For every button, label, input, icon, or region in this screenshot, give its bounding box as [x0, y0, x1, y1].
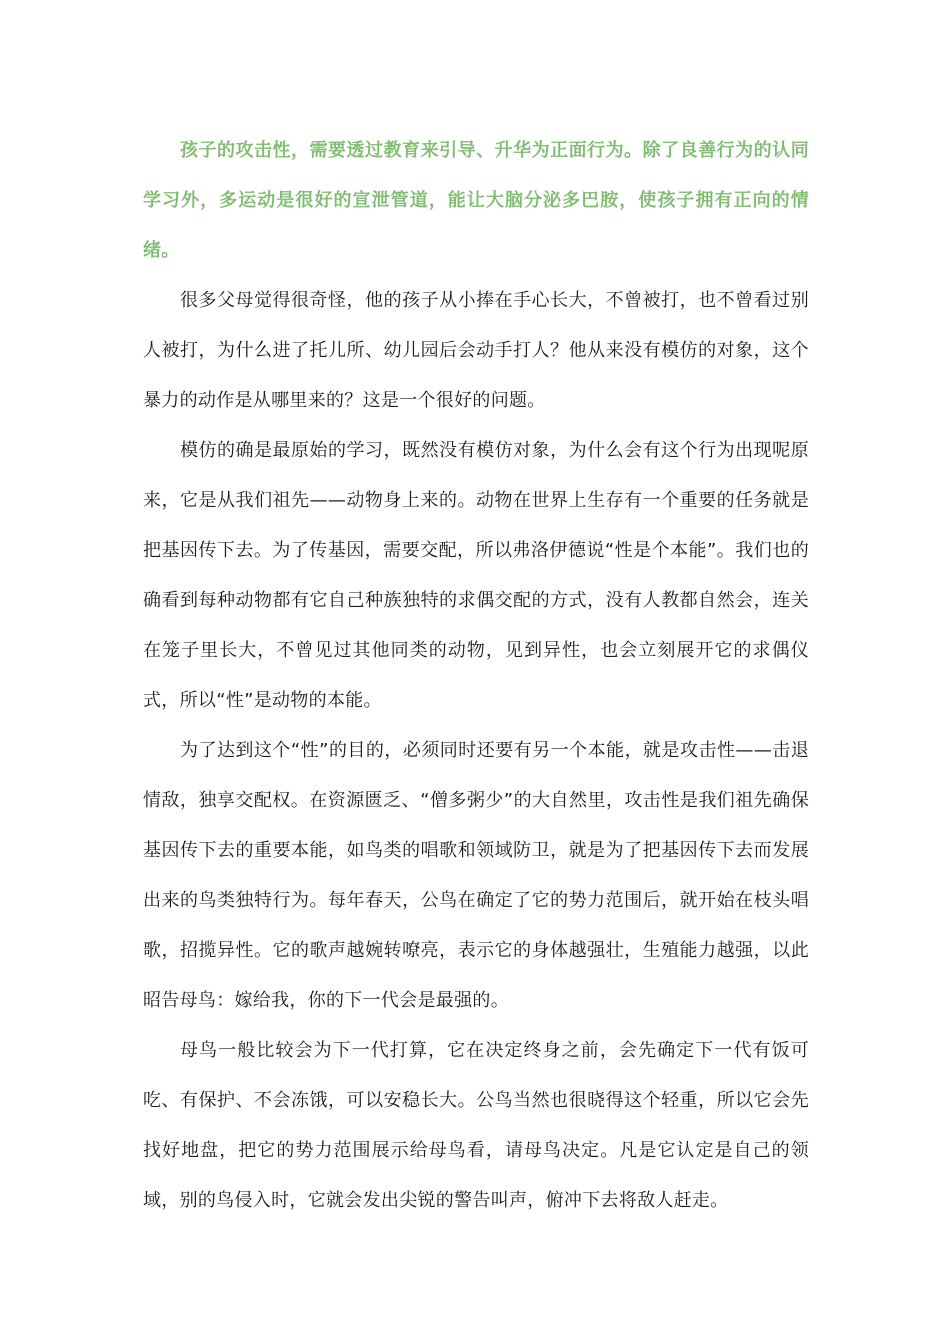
body-paragraph-2: 模仿的确是最原始的学习，既然没有模仿对象，为什么会有这个行为出现呢原来，它是从我们祖先——动物身上来的。动物在世界上生存有一个重要的任务就是把基因传下去。为了传基因，需要交配，所以弗洛伊德说“性是个本能”。我们也的确看到每种动物都有它自己种族独特的求偶交配的方式，没有人教都自然会，连关在笼子里长大，不曾见过其他同类的动物，见到异性，也会立刻展开它的求偶仪式，所以“性”是动物的本能。: [143, 440, 809, 711]
body-paragraph-3: 为了达到这个“性”的目的，必须同时还要有另一个本能，就是攻击性——击退情敌，独享交配权。在资源匮乏、“僧多粥少”的大自然里，攻击性是我们祖先确保基因传下去的重要本能，如鸟类的唱歌和领域防卫，就是为了把基因传下去而发展出来的鸟类独特行为。每年春天，公鸟在确定了它的势力范围后，就开始在枝头唱歌，招揽异性。它的歌声越婉转嘹亮，表示它的身体越强壮，生殖能力越强，以此昭告母鸟：嫁给我，你的下一代会是最强的。: [143, 740, 809, 1011]
highlight-paragraph: 孩子的攻击性，需要透过教育来引导、升华为正面行为。除了良善行为的认同学习外，多运动是很好的宣泄管道，能让大脑分泌多巴胺，使孩子拥有正向的情绪。: [143, 140, 809, 261]
article-body: [143, 126, 809, 1226]
body-paragraph-1: 很多父母觉得很奇怪，他的孩子从小捧在手心长大，不曾被打，也不曾看过别人被打，为什么进了托儿所、幼儿园后会动手打人？他从来没有模仿的对象，这个暴力的动作是从哪里来的？这是一个很好的问题。: [143, 290, 809, 411]
body-paragraph-4: 母鸟一般比较会为下一代打算，它在决定终身之前，会先确定下一代有饭可吃、有保护、不会冻饿，可以安稳长大。公鸟当然也很晓得这个轻重，所以它会先找好地盘，把它的势力范围展示给母鸟看，请母鸟决定。凡是它认定是自己的领域，别的鸟侵入时，它就会发出尖锐的警告叫声，俯冲下去将敌人赶走。: [143, 1040, 809, 1211]
